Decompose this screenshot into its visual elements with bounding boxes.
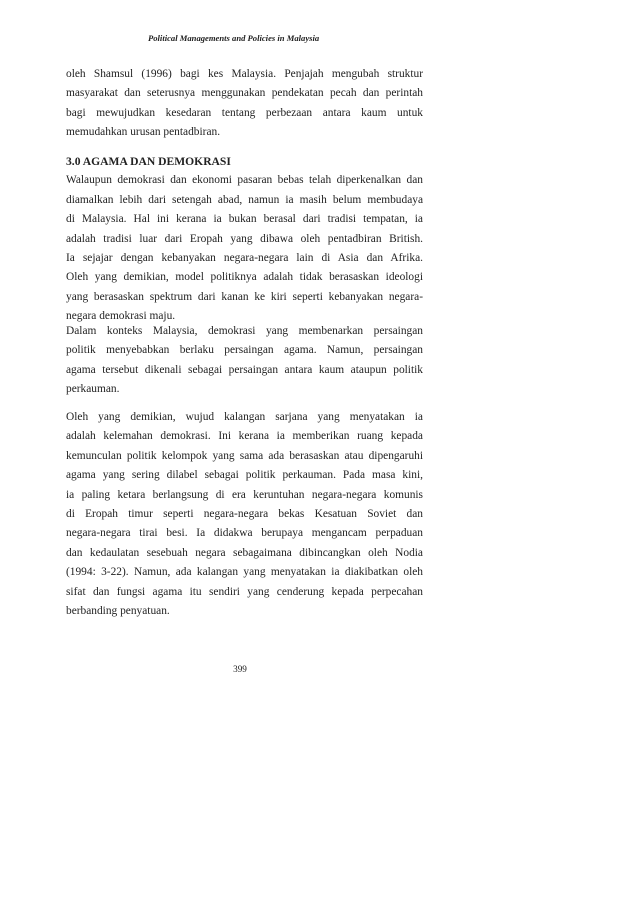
text-line: Oleh yang demikian, model politiknya adalah tidak berasaskan ideologi — [66, 271, 423, 284]
text-line: Dalam konteks Malaysia, demokrasi yang membenarkan persaingan — [66, 325, 423, 337]
text-line: perkauman. — [66, 383, 120, 396]
text-line: politik menyebabkan berlaku persaingan agama. Namun, persaingan — [66, 344, 423, 357]
section-heading: 3.0 AGAMA DAN DEMOKRASI — [66, 155, 231, 168]
text-line: Ia sejajar dengan kebanyakan negara-negara lain di Asia dan Afrika. — [66, 251, 423, 264]
text-line: bagi mewujudkan kesedaran tentang perbezaan antara kaum untuk — [66, 106, 423, 119]
text-line: agama tersebut dikenali sebagai persaingan antara kaum ataupun politik — [66, 363, 423, 376]
text-line: adalah tradisi luar dari Eropah yang dibawa oleh pentadbiran British. — [66, 232, 423, 245]
text-line: kemunculan politik kelompok yang sama ada berasaskan atau dipengaruhi — [66, 449, 423, 462]
text-line: di Malaysia. Hal ini kerana ia bukan berasal dari tradisi tempatan, ia — [66, 213, 423, 226]
text-line: sifat dan fungsi agama itu sendiri yang cenderung kepada perpecahan — [66, 585, 423, 598]
text-line: Oleh yang demikian, wujud kalangan sarjana yang menyatakan ia — [66, 411, 423, 423]
paragraph-3 — [66, 322, 423, 400]
text-line: masyarakat dan seterusnya menggunakan pendekatan pecah dan perintah — [66, 87, 423, 100]
paragraph-2 — [66, 171, 423, 326]
text-line: memudahkan urusan pentadbiran. — [66, 126, 221, 139]
text-line: negara-negara tirai besi. Ia didakwa berupaya mengancam perpaduan — [66, 527, 423, 540]
text-line: ia paling ketara berlangsung di era keruntuhan negara-negara komunis — [66, 488, 423, 501]
text-line: negara demokrasi maju. — [66, 310, 176, 323]
text-line: oleh Shamsul (1996) bagi kes Malaysia. Penjajah mengubah struktur — [66, 68, 423, 80]
running-header: Political Managements and Policies in Malaysia — [148, 33, 320, 43]
text-line: berbanding penyatuan. — [66, 604, 170, 617]
text-line: yang berasaskan spektrum dari kanan ke kiri seperti kebanyakan negara- — [66, 290, 423, 303]
section-3 — [66, 152, 423, 327]
text-line: Walaupun demokrasi dan ekonomi pasaran bebas telah diperkenalkan dan — [66, 174, 423, 187]
text-line: diamalkan lebih dari setengah abad, namun ia masih belum membudaya — [66, 193, 423, 206]
paragraph-4 — [66, 408, 423, 621]
text-line: dan kedaulatan sesebuah negara sebagaimana dibincangkan oleh Nodia — [66, 546, 423, 559]
text-line: adalah kelemahan demokrasi. Ini kerana ia memberikan ruang kepada — [66, 430, 423, 443]
text-line: (1994: 3-22). Namun, ada kalangan yang menyatakan ia diakibatkan oleh — [66, 566, 423, 579]
paragraph-1 — [66, 65, 423, 143]
text-line: di Eropah timur seperti negara-negara bekas Kesatuan Soviet dan — [66, 507, 423, 520]
text-line: agama yang sering dilabel sebagai politik perkauman. Pada masa kini, — [66, 469, 423, 482]
page-number: 399 — [233, 664, 247, 674]
